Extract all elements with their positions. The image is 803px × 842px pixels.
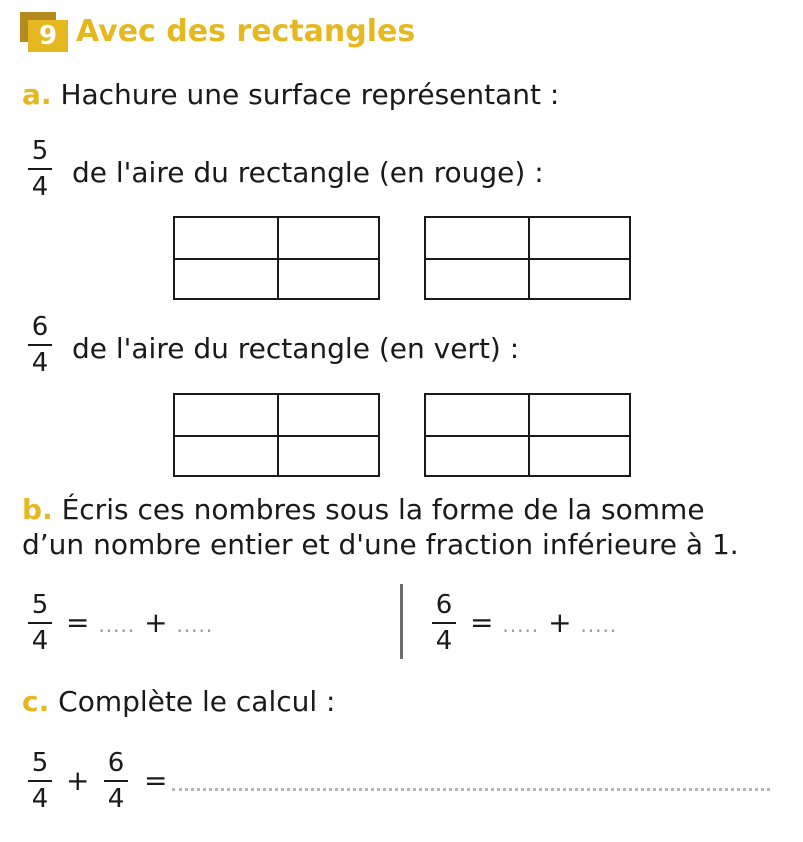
exercise-number-badge xyxy=(20,12,68,52)
fraction-numerator: 6 xyxy=(107,748,125,778)
exercise-number: 9 xyxy=(28,20,68,52)
rectangle-red-1[interactable] xyxy=(173,216,380,300)
plus-sign: + xyxy=(144,606,168,639)
part-b-line2: d’un nombre entier et d'une fraction inférieure à 1. xyxy=(22,528,739,561)
fraction-6-4-b xyxy=(432,590,456,656)
part-c-instruction: Complète le calcul : xyxy=(58,685,336,718)
fraction-numerator: 5 xyxy=(31,590,49,620)
plus-sign-c: + xyxy=(66,764,90,797)
rectangle-green-2[interactable] xyxy=(424,393,631,477)
fraction-5-4-b xyxy=(28,590,52,656)
fraction-numerator: 6 xyxy=(31,312,49,342)
blank-integer-right[interactable]: ..... xyxy=(502,613,540,637)
blank-fraction-left[interactable]: ..... xyxy=(176,613,214,637)
equation-right xyxy=(470,606,617,639)
part-b-instruction: Écris ces nombres sous la forme de la somme xyxy=(61,493,705,526)
equals-sign: = xyxy=(470,606,494,639)
fraction-5-4-c xyxy=(28,748,52,814)
column-separator xyxy=(400,584,403,659)
fraction-5-4-a xyxy=(28,136,52,202)
fraction-denominator: 4 xyxy=(107,784,125,814)
exercise-title: Avec des rectangles xyxy=(76,14,416,49)
equals-sign: = xyxy=(66,606,90,639)
equation-left xyxy=(66,606,213,639)
fraction-numerator: 5 xyxy=(31,748,49,778)
part-a-letter: a. xyxy=(22,78,52,111)
part-a-heading xyxy=(22,78,559,111)
fraction-denominator: 4 xyxy=(31,784,49,814)
fraction-6-4-a xyxy=(28,312,52,378)
answer-line[interactable] xyxy=(172,788,770,791)
part-b-line1 xyxy=(22,493,705,526)
part-c-heading xyxy=(22,685,335,718)
fraction-denominator: 4 xyxy=(435,626,453,656)
fraction-denominator: 4 xyxy=(31,172,49,202)
item-green-text: de l'aire du rectangle (en vert) : xyxy=(72,332,520,365)
part-b-letter: b. xyxy=(22,493,53,526)
plus-sign: + xyxy=(548,606,572,639)
fraction-6-4-c xyxy=(104,748,128,814)
rectangle-red-2[interactable] xyxy=(424,216,631,300)
blank-integer-left[interactable]: ..... xyxy=(98,613,136,637)
fraction-denominator: 4 xyxy=(31,626,49,656)
fraction-denominator: 4 xyxy=(31,348,49,378)
item-red-text: de l'aire du rectangle (en rouge) : xyxy=(72,156,544,189)
blank-fraction-right[interactable]: ..... xyxy=(580,613,618,637)
part-c-letter: c. xyxy=(22,685,50,718)
fraction-numerator: 6 xyxy=(435,590,453,620)
rectangle-green-1[interactable] xyxy=(173,393,380,477)
equals-sign-c: = xyxy=(144,764,168,797)
fraction-numerator: 5 xyxy=(31,136,49,166)
part-a-instruction: Hachure une surface représentant : xyxy=(60,78,560,111)
